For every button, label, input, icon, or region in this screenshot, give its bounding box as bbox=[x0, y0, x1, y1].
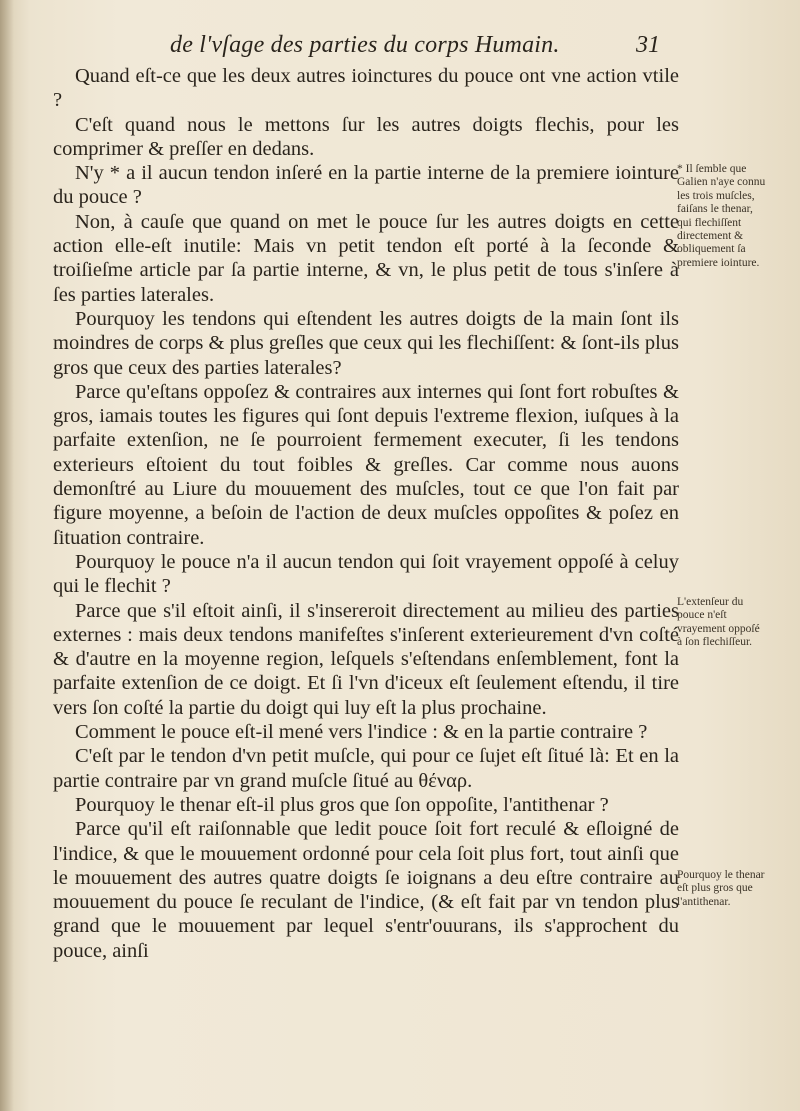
marginal-note: Pourquoy le thenar eſt plus gros que l'antithenar. bbox=[677, 869, 765, 908]
paragraph: Non, à cauſe que quand on met le pouce ſur les autres doigts en cette action elle-eſt inutile: Mais vn petit tendon eſt porté à la ſeconde & troiſieſme article par ſa partie interne, & vn, le plus petit de tous s'inſere à ſes parties laterales. bbox=[53, 210, 679, 306]
paragraph: Quand eſt-ce que les deux autres ioinctures du pouce ont vne action vtile ? bbox=[53, 65, 679, 112]
paragraph: N'y * a il aucun tendon inſeré en la partie interne de la premiere iointure du pouce ? bbox=[53, 162, 679, 209]
marginal-note: * Il ſemble que Galien n'aye connu les trois muſcles, faiſans le thenar, qui flechiſſent directement & obliquement ſa premiere iointure. bbox=[677, 163, 766, 269]
main-text-column bbox=[53, 64, 679, 963]
paragraph: C'eſt par le tendon d'vn petit muſcle, qui pour ce ſujet eſt ſitué là: Et en la partie contraire par vn grand muſcle ſitué au θέναρ. bbox=[53, 745, 679, 792]
running-title: de l'vſage des parties du corps Humain. bbox=[170, 32, 560, 58]
paragraph: Parce qu'il eſt raiſonnable que ledit pouce ſoit fort reculé & eſloigné de l'indice, & que le mouuement ordonné pour cela ſoit plus fort, tout ainſi que le mouuement des autres quatre doigts ſe ioignans a deu eſtre contraire au mouuement du pouce ſe reculant de l'indice, (& eſt fait par vn tendon plus grand que le mouuement par lequel s'entr'ouurans, ils s'approchent du pouce, ainſi bbox=[53, 818, 679, 962]
marginal-note: L'extenſeur du pouce n'eſt vrayement oppoſé à ſon flechiſſeur. bbox=[677, 596, 760, 649]
paragraph: Comment le pouce eſt-il mené vers l'indice : & en la partie contraire ? bbox=[75, 721, 648, 744]
paragraph: C'eſt quand nous le mettons ſur les autres doigts flechis, pour les comprimer & preſſer en dedans. bbox=[53, 113, 679, 160]
paragraph: Pourquoy le thenar eſt-il plus gros que ſon oppoſite, l'antithenar ? bbox=[75, 793, 609, 816]
paragraph: Parce qu'eſtans oppoſez & contraires aux internes qui ſont fort robuſtes & gros, iamais toutes les figures qui ſont depuis l'extreme flexion, iuſques à la parfaite extenſion, ne ſe pourroient fermement executer, ſi les tendons exterieurs eſtoient du tout foibles & greſles. Car comme nous auons demonſtré au Liure du mouuement des muſcles, tout ce que l'on fait par figure moyenne, a beſoin de l'action de deux muſcles oppoſites & poſez en ſituation contraire. bbox=[53, 380, 679, 549]
paragraph: Pourquoy le pouce n'a il aucun tendon qui ſoit vrayement oppoſé à celuy qui le flechit ? bbox=[53, 550, 679, 598]
binding-shadow bbox=[0, 0, 14, 1111]
paragraph: Parce que s'il eſtoit ainſi, il s'insereroit directement au milieu des parties externes : mais deux tendons manifeſtes s'inſerent exterieurement d'vn coſté & d'autre en la moyenne region, leſquels s'eſtendans enſemblement, font la parfaite extenſion de ce doigt. Et ſi l'vn d'iceux eſt ſeulement eſtendu, il tire vers ſon coſté la partie du doigt qui luy eſt la plus prochaine. bbox=[53, 599, 679, 719]
paragraph: Pourquoy les tendons qui eſtendent les autres doigts de la main ſont ils moindres de corps & plus greſles que ceux qui les flechiſſent: & ſont-ils plus gros que ceux des parties laterales? bbox=[53, 307, 679, 379]
page-header bbox=[0, 32, 800, 66]
page-number: 31 bbox=[636, 32, 660, 58]
